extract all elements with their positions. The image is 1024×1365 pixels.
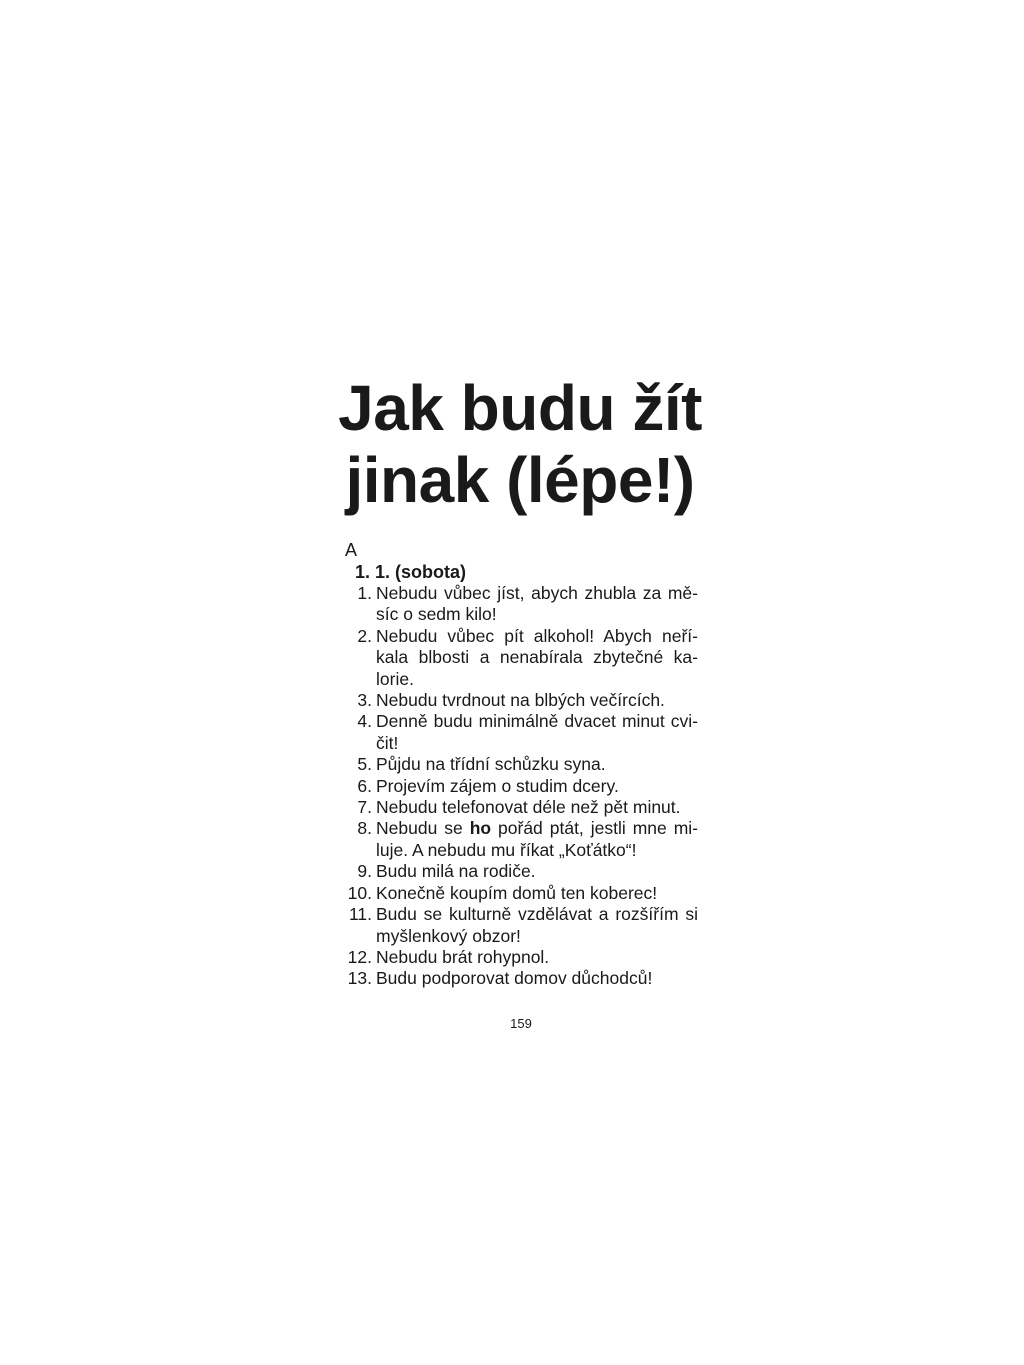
list-item-line: Nebudu vůbec jíst, abych zhubla za mě- bbox=[376, 583, 698, 603]
resolutions-list bbox=[342, 583, 698, 990]
list-item bbox=[342, 797, 698, 818]
date-heading: 1. 1. (sobota) bbox=[355, 562, 467, 582]
list-item-line: Projevím zájem o studim dcery. bbox=[376, 775, 619, 796]
list-item-line: myšlenkový obzor! bbox=[376, 925, 521, 946]
list-item-line: lorie. bbox=[376, 668, 414, 689]
list-item-line bbox=[376, 818, 698, 839]
list-item bbox=[342, 690, 698, 711]
list-item-number: 6. bbox=[357, 775, 372, 796]
list-item-number: 8. bbox=[357, 818, 372, 839]
list-item bbox=[342, 711, 698, 754]
list-item-line: Půjdu na třídní schůzku syna. bbox=[376, 754, 606, 775]
list-item-emphasis: ho bbox=[469, 818, 492, 839]
list-item-number: 2. bbox=[357, 625, 372, 646]
intro-letter: A bbox=[345, 540, 358, 560]
list-item bbox=[342, 968, 698, 989]
list-item bbox=[342, 947, 698, 968]
list-item-line: Budu podporovat domov důchodců! bbox=[376, 968, 653, 989]
list-item-text: Nebudu se bbox=[376, 818, 470, 839]
list-item bbox=[342, 883, 698, 904]
list-item-number: 9. bbox=[357, 861, 372, 882]
list-item bbox=[342, 904, 698, 947]
list-item-line: Nebudu tvrdnout na blbých večírcích. bbox=[376, 690, 665, 711]
list-item-number: 4. bbox=[357, 711, 372, 732]
list-item-line: luje. A nebudu mu říkat „Koťátko“! bbox=[376, 839, 637, 860]
list-item bbox=[342, 861, 698, 882]
list-item bbox=[342, 754, 698, 775]
list-item-number: 12. bbox=[347, 946, 372, 967]
list-item-line: Nebudu telefonovat déle než pět minut. bbox=[376, 797, 681, 818]
list-item-number: 11. bbox=[348, 904, 372, 925]
list-item-number: 5. bbox=[357, 754, 372, 775]
list-item-line: Budu se kulturně vzdělávat a rozšířím si bbox=[376, 904, 698, 925]
list-item-number: 7. bbox=[357, 797, 372, 818]
list-item-line: Nebudu vůbec pít alkohol! Abych neří- bbox=[376, 625, 698, 646]
list-item-number: 13. bbox=[347, 968, 372, 989]
list-item bbox=[342, 776, 698, 797]
list-item bbox=[342, 583, 698, 626]
list-item-line: Nebudu brát rohypnol. bbox=[376, 946, 550, 967]
list-item-text: pořád ptát, jestli mne mi- bbox=[491, 818, 698, 839]
list-item-line: kala blbosti a nenabírala zbytečné ka- bbox=[376, 647, 698, 668]
list-item-line: síc o sedm kilo! bbox=[376, 604, 497, 625]
chapter-title bbox=[300, 372, 740, 516]
list-item-number: 3. bbox=[357, 690, 372, 711]
list-item bbox=[342, 818, 698, 861]
page-number: 159 bbox=[510, 1016, 532, 1031]
list-item-line: Budu milá na rodiče. bbox=[376, 861, 536, 882]
list-item-line: čit! bbox=[376, 732, 399, 753]
chapter-title-line-2: jinak (lépe!) bbox=[345, 444, 695, 516]
list-item-number: 1. bbox=[357, 583, 372, 603]
list-item bbox=[342, 626, 698, 690]
list-item-line: Denně budu minimálně dvacet minut cvi- bbox=[376, 711, 698, 732]
chapter-title-line-1: Jak budu žít bbox=[338, 372, 702, 444]
list-item-line: Konečně koupím domů ten koberec! bbox=[376, 882, 658, 903]
list-item-number: 10. bbox=[347, 882, 372, 903]
